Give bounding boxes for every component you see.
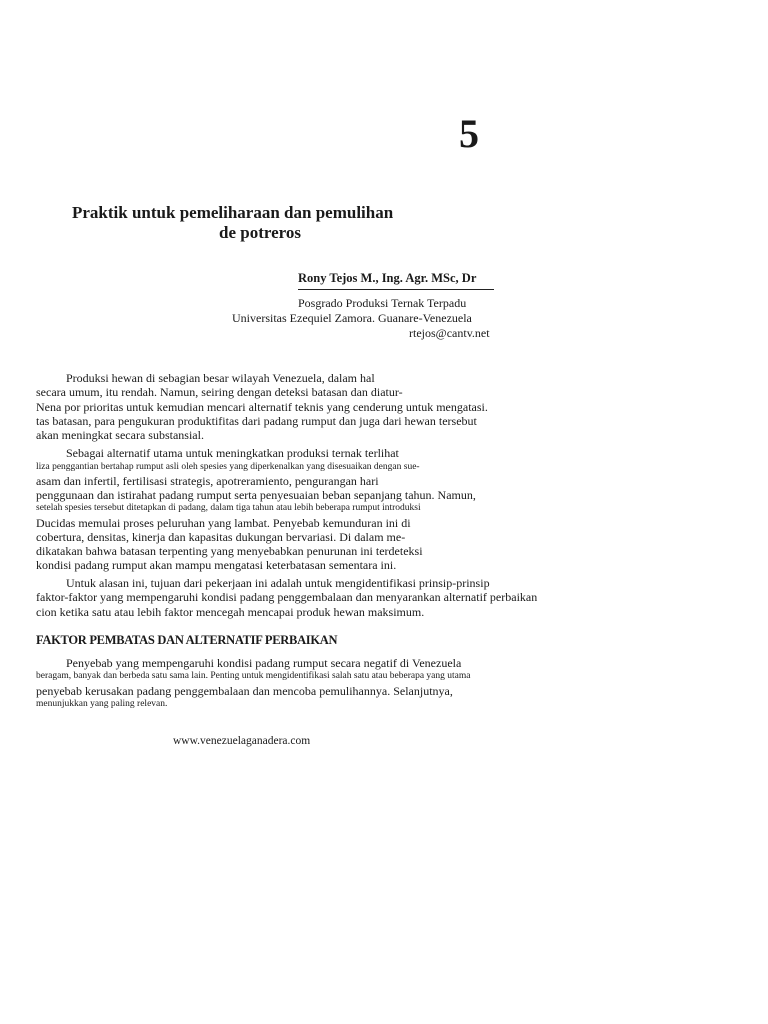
body-line: Sebagai alternatif utama untuk meningkatkan produksi ternak terlihat (66, 446, 399, 460)
affiliation-line-1: Posgrado Produksi Ternak Terpadu (298, 296, 467, 310)
body-line: setelah spesies tersebut ditetapkan di padang, dalam tiga tahun atau lebih beberapa rumput introduksi (36, 503, 421, 513)
body-line: liza penggantian bertahap rumput asli oleh spesies yang diperkenalkan yang disesuaikan dengan sue- (36, 462, 420, 472)
title-line-2: de potreros (219, 223, 302, 242)
body-line: asam dan infertil, fertilisasi strategis, apotreramiento, pengurangan hari (36, 474, 379, 488)
body-line: Nena por prioritas untuk kemudian mencari alternatif teknis yang cenderung untuk mengatasi. (36, 400, 488, 414)
body-line: dikatakan bahwa batasan terpenting yang menyebabkan penurunan ini terdeteksi (36, 544, 423, 558)
section-line: menunjukkan yang paling relevan. (36, 699, 168, 709)
author-name: Rony Tejos M., Ing. Agr. MSc, Dr (298, 271, 494, 290)
body-line: Produksi hewan di sebagian besar wilayah Venezuela, dalam hal (66, 371, 375, 385)
body-line: secara umum, itu rendah. Namun, seiring dengan deteksi batasan dan diatur- (36, 385, 403, 399)
title-line-1: Praktik untuk pemeliharaan dan pemulihan (72, 203, 394, 222)
body-line: penggunaan dan istirahat padang rumput serta penyesuaian beban sepanjang tahun. Namun, (36, 488, 476, 502)
section-line: beragam, banyak dan berbeda satu sama lain. Penting untuk mengidentifikasi salah satu atau beberapa yang utama (36, 671, 471, 681)
body-line: Ducidas memulai proses peluruhan yang lambat. Penyebab kemunduran ini di (36, 516, 411, 530)
body-line: cobertura, densitas, kinerja dan kapasitas dukungan bervariasi. Di dalam me- (36, 530, 406, 544)
body-line: kondisi padang rumput akan mampu mengatasi keterbatasan sementara ini. (36, 558, 397, 572)
body-line: cion ketika satu atau lebih faktor mencegah mencapai produk hewan maksimum. (36, 605, 425, 619)
body-line: faktor-faktor yang mempengaruhi kondisi padang penggembalaan dan menyarankan alternatif perbaikan (36, 590, 538, 604)
section-line: Penyebab yang mempengaruhi kondisi padang rumput secara negatif di Venezuela (66, 656, 462, 670)
footer-url[interactable]: www.venezuelaganadera.com (173, 735, 311, 747)
chapter-number: 5 (459, 111, 479, 156)
body-line: akan meningkat secara substansial. (36, 428, 204, 442)
author-email: rtejos@cantv.net (409, 326, 490, 340)
section-heading: FAKTOR PEMBATAS DAN ALTERNATIF PERBAIKAN (36, 633, 338, 647)
body-line: Untuk alasan ini, tujuan dari pekerjaan ini adalah untuk mengidentifikasi prinsip-prinsip (66, 576, 490, 590)
body-line: tas batasan, para pengukuran produktifitas dari padang rumput dan juga dari hewan tersebut (36, 414, 477, 428)
section-line: penyebab kerusakan padang penggembalaan dan mencoba pemulihannya. Selanjutnya, (36, 684, 453, 698)
affiliation-line-2: Universitas Ezequiel Zamora. Guanare-Venezuela (232, 311, 472, 325)
